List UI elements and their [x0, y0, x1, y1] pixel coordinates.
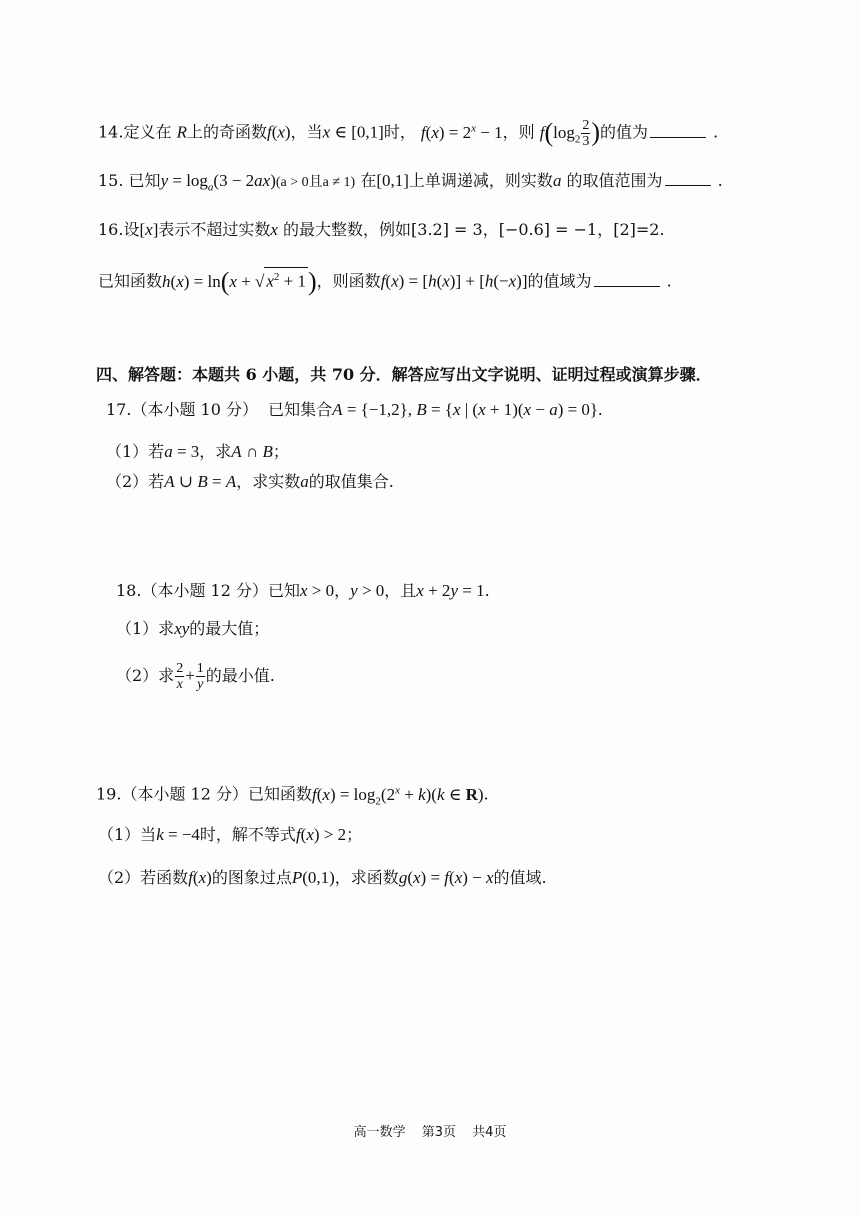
answer-blank-14 [650, 123, 706, 138]
question-18-part-2: （2）求 $\frac{2}{x}$ + $\frac{1}{y}$ 的最小值. [116, 661, 275, 692]
question-17-part-1: （1）若a = 3，求A ∩ B； [106, 442, 289, 461]
footer-course: 高一数学 [353, 1125, 406, 1140]
question-19-part-2: （2）若函数f(x)的图象过点P(0,1)，求函数g(x) = f(x) − x的值域. [98, 868, 547, 887]
footer-page: 第3页 [421, 1125, 456, 1140]
question-19: 19.（本小题 12 分）已知函数$f(x) = \log_2(2^x + k)(k$ ∈ R). [96, 784, 489, 808]
question-18: 18.（本小题 12 分）已知x > 0，y > 0，且x + 2y = 1. [116, 581, 490, 600]
fraction-two-thirds: $\frac{2}{3}$ [582, 117, 590, 149]
section-heading: 四、解答题：本题共 6 小题，共 70 分．解答应写出文字说明、证明过程或演算步骤． [96, 365, 712, 384]
question-14: 14.定义在 R上的奇函数f(x)，当x ∈ [0,1]时， $f(x) = 2^x - 1$，则 $f(\log_2$ $\frac{2}{3}$ )的值为 . [98, 117, 719, 149]
answer-blank-16 [594, 272, 660, 287]
question-18-part-1: （1）求xy的最大值； [116, 619, 270, 638]
question-15: 15. 已知$y = \log_a(3 - 2ax)(a > 0$且a ≠ 1) 在[0,1]上单调递减，则实数a 的取值范围为 . [98, 171, 723, 194]
page-footer [0, 1121, 860, 1140]
question-14-number: 14. [98, 122, 124, 142]
question-17-part-2: （2）若A ∪ B = A，求实数a的取值集合. [106, 472, 394, 491]
question-17: 17.（本小题 10 分） 已知集合A = {−1,2}, B = {x | (x + 1)(x − a) = 0}. [106, 400, 603, 419]
answer-blank-15 [665, 171, 711, 186]
question-16-line-2: 已知函数h(x) = ln(x + √ $x^2 + 1$)，则函数f(x) = [h(x)] + [h(−x)]的值域为 . [98, 266, 672, 296]
footer-total: 共4页 [472, 1125, 507, 1140]
question-19-part-1: （1）当k = −4时，解不等式f(x) > 2； [98, 825, 363, 844]
question-16-line-1: 16.设[x]表示不超过实数x 的最大整数，例如[3.2] = 3，[−0.6] = −1，[2]=2. [98, 220, 665, 239]
